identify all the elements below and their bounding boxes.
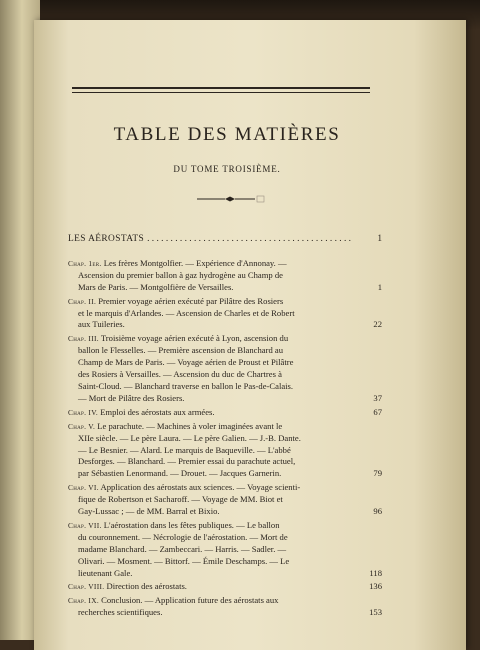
chapter-line (68, 421, 356, 433)
chapter-line-text: Application des aérostats aux sciences. — Voyage scienti- (100, 482, 301, 493)
chapter-entry (68, 595, 382, 619)
chapter-page-number: 67 (373, 406, 382, 417)
page-subtitle: DU TOME TROISIÈME. (173, 164, 281, 174)
chapter-page-number: 118 (369, 567, 382, 578)
chapter-number: Chap. II. (68, 296, 97, 306)
chapter-line-text: XIIe siècle. — Le père Laura. — Le père Galien. — J.-B. Dante. (78, 432, 301, 443)
chapter-line (68, 258, 356, 270)
chapter-line (78, 345, 356, 357)
chapter-number: Chap. 1er. (68, 258, 102, 268)
chapter-line-text: Champ de Mars de Paris. — Voyage aérien de Proust et Pilâtre (78, 357, 294, 368)
chapter-entry (68, 482, 382, 518)
chapter-number: Chap. VIII. (68, 582, 105, 592)
table-of-contents (68, 234, 382, 621)
chapter-line-text: Saint-Cloud. — Blanchard traverse en ballon le Pas-de-Calais. (78, 380, 294, 391)
chapter-line-text: recherches scientifiques. (78, 607, 163, 618)
header-rule (72, 87, 370, 89)
chapter-text (68, 258, 356, 294)
chapter-page-number: 153 (369, 607, 382, 618)
chapter-number: Chap. VI. (68, 483, 99, 493)
leader-dots (147, 234, 353, 246)
chapter-line (78, 568, 356, 580)
chapter-entry (68, 296, 382, 332)
chapter-list (68, 258, 382, 619)
section-heading (68, 234, 382, 246)
chapter-line-text: fique de Robertson et Sacharoff. — Voyage de MM. Biot et (78, 494, 283, 505)
chapter-line-text: lieutenant Gale. (78, 567, 133, 578)
chapter-number: Chap. IX. (68, 596, 99, 606)
chapter-page-number: 22 (373, 319, 382, 330)
chapter-line-text: des Rosiers à Versailles. — Ascension du duc de Chartres à (78, 369, 282, 380)
chapter-line (78, 270, 356, 282)
section-label: LES AÉROSTATS (68, 234, 145, 244)
chapter-line (78, 433, 356, 445)
chapter-line (68, 333, 356, 345)
chapter-line (78, 369, 356, 381)
chapter-line (68, 581, 356, 593)
chapter-line-text: et le marquis d'Arlandes. — Ascension de Charles et de Robert (78, 307, 295, 318)
chapter-line (68, 296, 356, 308)
page-title: TABLE DES MATIÈRES (113, 124, 341, 145)
chapter-line (78, 381, 356, 393)
chapter-line-text: ballon le Flesselles. — Première ascension de Blanchard au (78, 345, 283, 356)
chapter-number: Chap. III. (68, 334, 99, 344)
chapter-line-text: Premier voyage aérien exécuté par Pilâtre des Rosiers (98, 295, 284, 306)
chapter-line (78, 445, 356, 457)
chapter-line (68, 595, 356, 607)
chapter-entry (68, 421, 382, 481)
chapter-line-text: Mars de Paris. — Montgolfière de Versailles. (78, 281, 234, 292)
header-rule-thin (72, 92, 370, 93)
chapter-line (68, 482, 356, 494)
chapter-line-text: Olivari. — Mosment. — Bittorf. — Émile Deschamps. — Le (78, 555, 290, 566)
chapter-page-number: 79 (373, 468, 382, 479)
chapter-entry (68, 258, 382, 294)
section-page: 1 (377, 234, 382, 244)
chapter-text (68, 296, 356, 332)
chapter-line-text: Les frères Montgolfier. — Expérience d'Annonay. — (103, 257, 287, 268)
chapter-line-text: Troisième voyage aérien exécuté à Lyon, ascension du (100, 333, 289, 344)
chapter-line-text: Conclusion. — Application future des aérostats aux (101, 595, 279, 606)
chapter-line-text: aux Tuileries. (78, 319, 125, 330)
chapter-page-number: 37 (373, 392, 382, 403)
chapter-line-text: Emploi des aérostats aux armées. (100, 406, 215, 417)
chapter-entry (68, 333, 382, 404)
chapter-number: Chap. IV. (68, 407, 99, 417)
chapter-line (78, 393, 356, 405)
chapter-line-text: L'aérostation dans les fêtes publiques. — Le ballon (103, 519, 280, 530)
chapter-line (78, 468, 356, 480)
chapter-text (68, 333, 356, 404)
chapter-text (68, 482, 356, 518)
ornament-divider-icon (195, 195, 265, 203)
chapter-line (78, 544, 356, 556)
chapter-text (68, 595, 356, 619)
chapter-number: Chap. VII. (68, 520, 102, 530)
chapter-line-text: Desforges. — Blanchard. — Premier essai du parachute actuel, (78, 456, 296, 467)
chapter-text (68, 421, 356, 481)
chapter-text (68, 520, 356, 580)
chapter-entry (68, 581, 382, 593)
chapter-line (78, 607, 356, 619)
chapter-line (78, 319, 356, 331)
chapter-line (78, 357, 356, 369)
chapter-page-number: 136 (369, 581, 382, 592)
chapter-line-text: madame Blanchard. — Zambeccari. — Harris. — Sadler. — (78, 543, 287, 554)
chapter-line (78, 456, 356, 468)
chapter-line (78, 532, 356, 544)
chapter-line (78, 308, 356, 320)
chapter-entry (68, 407, 382, 419)
chapter-entry (68, 520, 382, 580)
chapter-line-text: — Le Besnier. — Alard. Le marquis de Baqueville. — L'abbé (78, 444, 291, 455)
chapter-text (68, 407, 356, 419)
chapter-text (68, 581, 356, 593)
chapter-line-text: Le parachute. — Machines à voler imaginées avant le (97, 420, 283, 431)
chapter-page-number: 96 (373, 506, 382, 517)
chapter-number: Chap. V. (68, 421, 96, 431)
chapter-line (68, 407, 356, 419)
chapter-line (78, 282, 356, 294)
chapter-line (78, 506, 356, 518)
chapter-page-number: 1 (377, 281, 382, 292)
chapter-line (68, 520, 356, 532)
chapter-line-text: par Sébastien Lenormand. — Drouet. — Jacques Garnerin. (78, 468, 282, 479)
chapter-line-text: Gay-Lussac ; — de MM. Barral et Bixio. (78, 506, 220, 517)
chapter-line-text: du couronnement. — Nécrologie de l'aérostation. — Mort de (78, 531, 288, 542)
chapter-line-text: Ascension du premier ballon à gaz hydrogène au Champ de (78, 269, 283, 280)
chapter-line (78, 556, 356, 568)
chapter-line-text: — Mort de Pilâtre des Rosiers. (78, 392, 185, 403)
chapter-line-text: Direction des aérostats. (106, 581, 187, 592)
chapter-line (78, 494, 356, 506)
